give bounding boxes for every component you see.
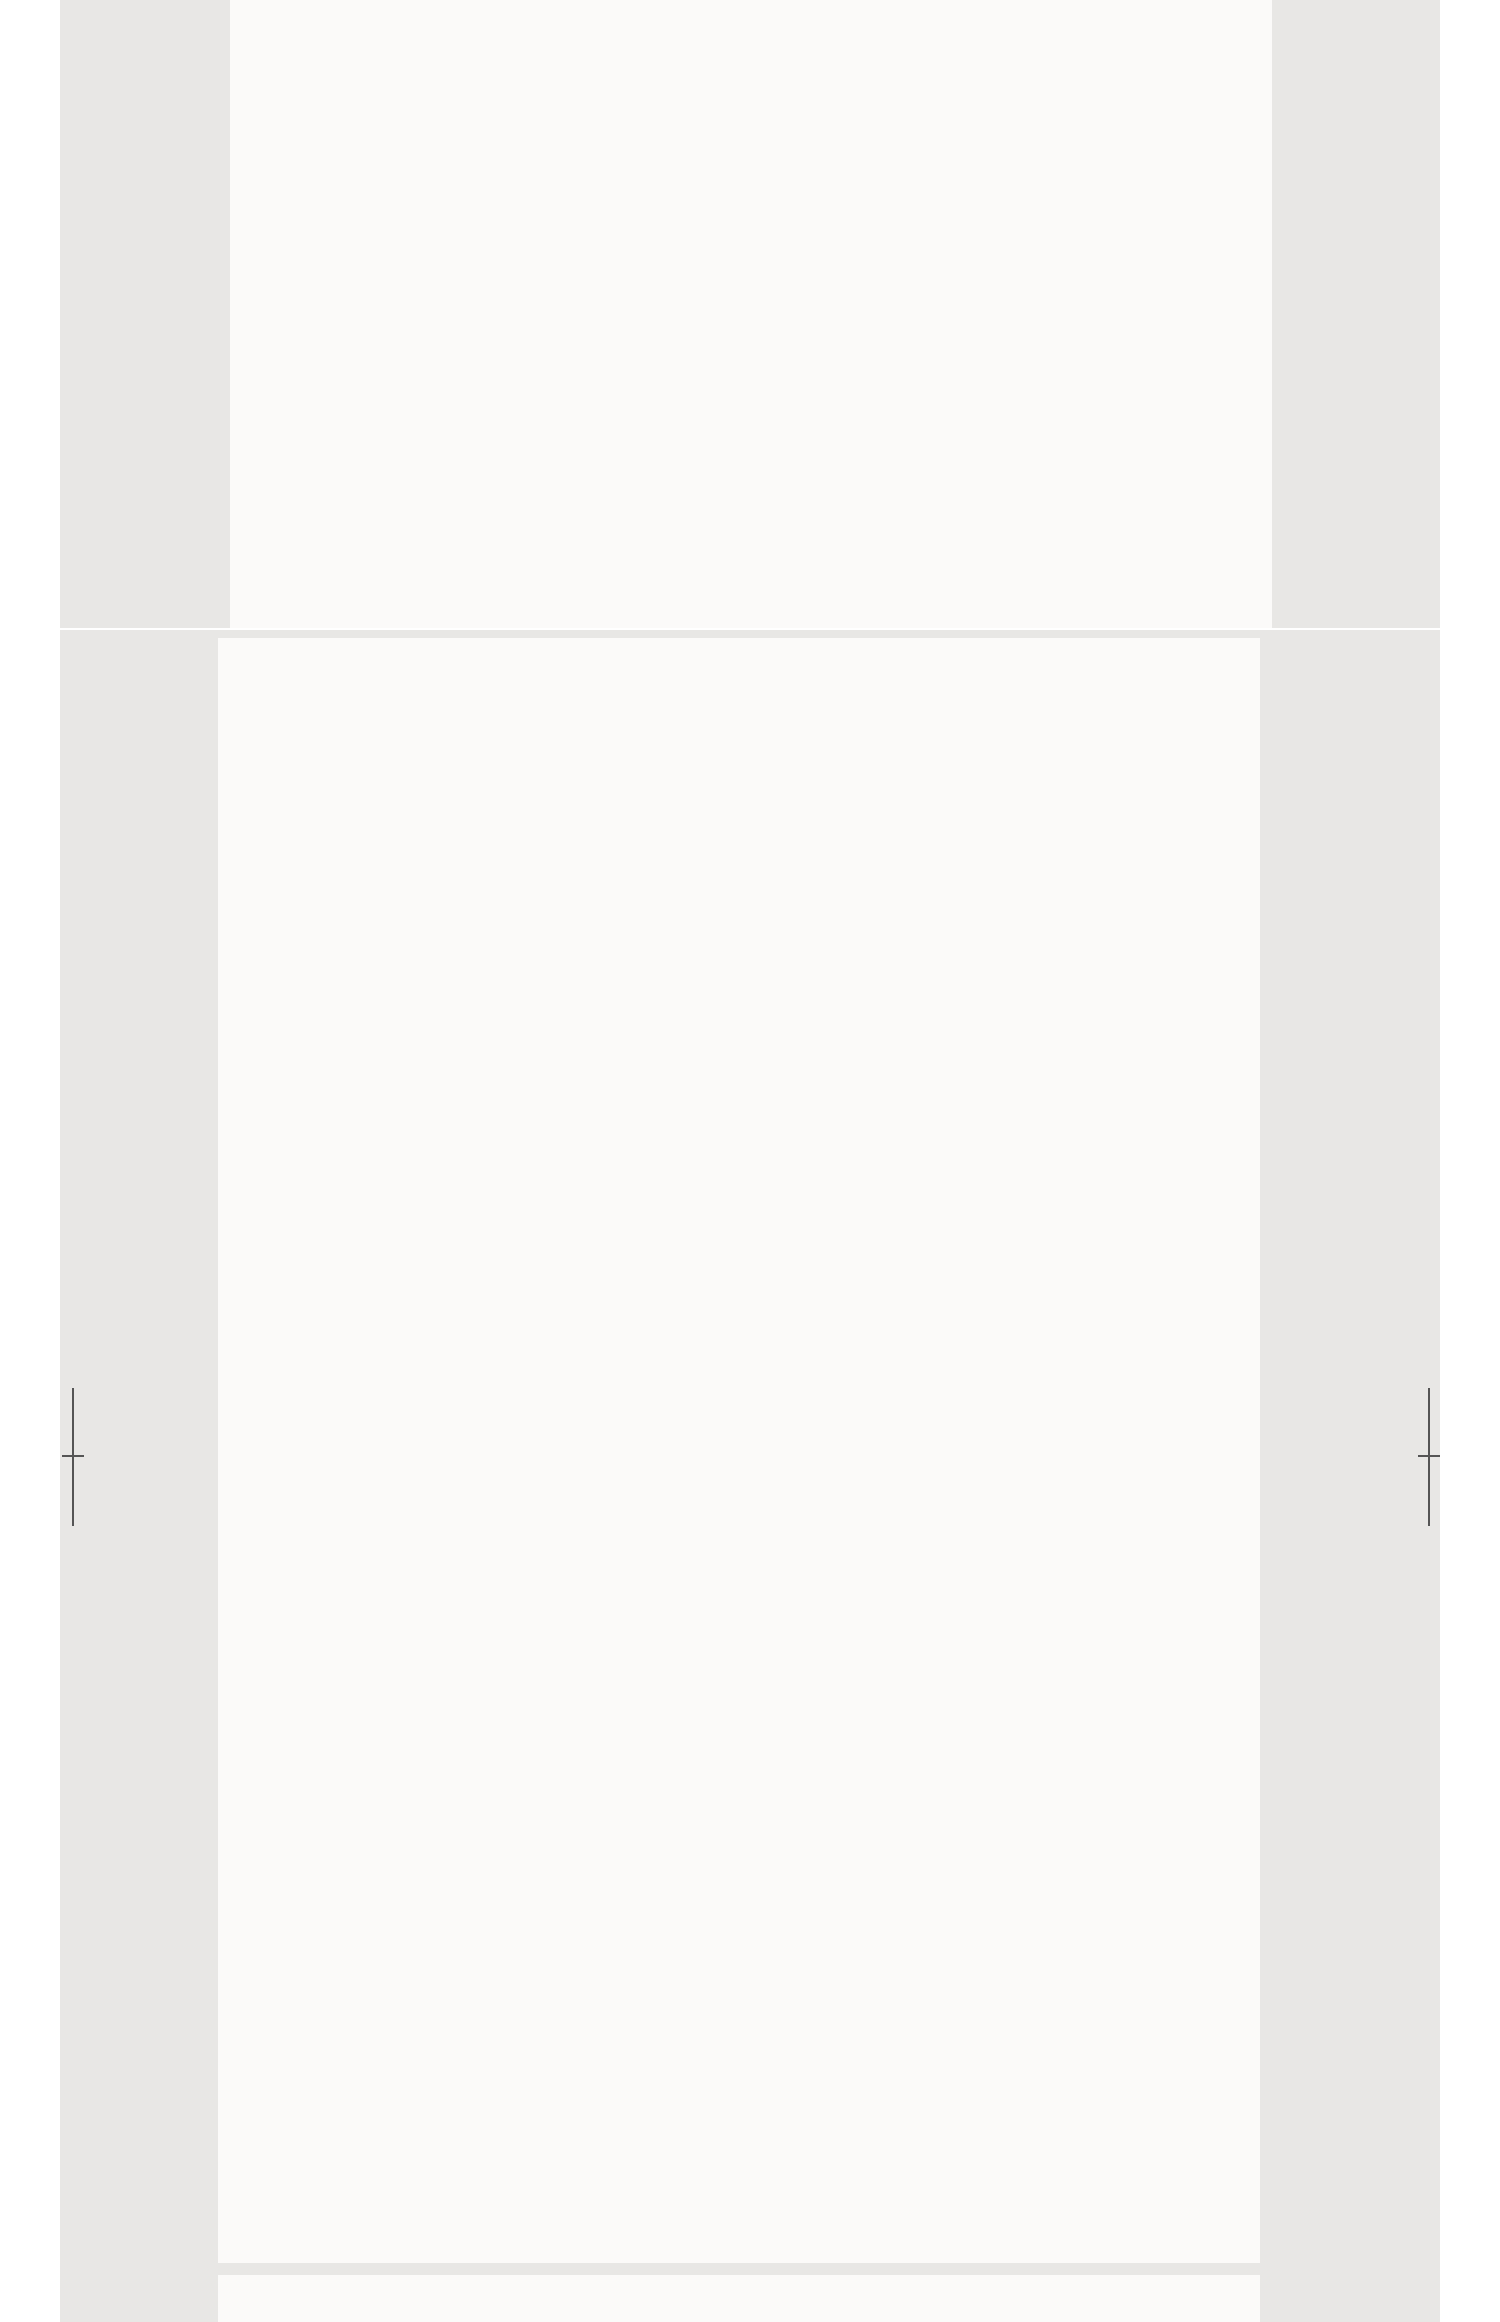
bottom-page xyxy=(218,2275,1260,2322)
crop-mark-right-v xyxy=(1428,1388,1430,1526)
top-page xyxy=(230,0,1272,628)
crop-mark-right-h xyxy=(1418,1455,1440,1457)
crop-mark-left-v xyxy=(72,1388,74,1526)
crop-mark-left-h xyxy=(62,1455,84,1457)
toc-page xyxy=(218,638,1260,2263)
